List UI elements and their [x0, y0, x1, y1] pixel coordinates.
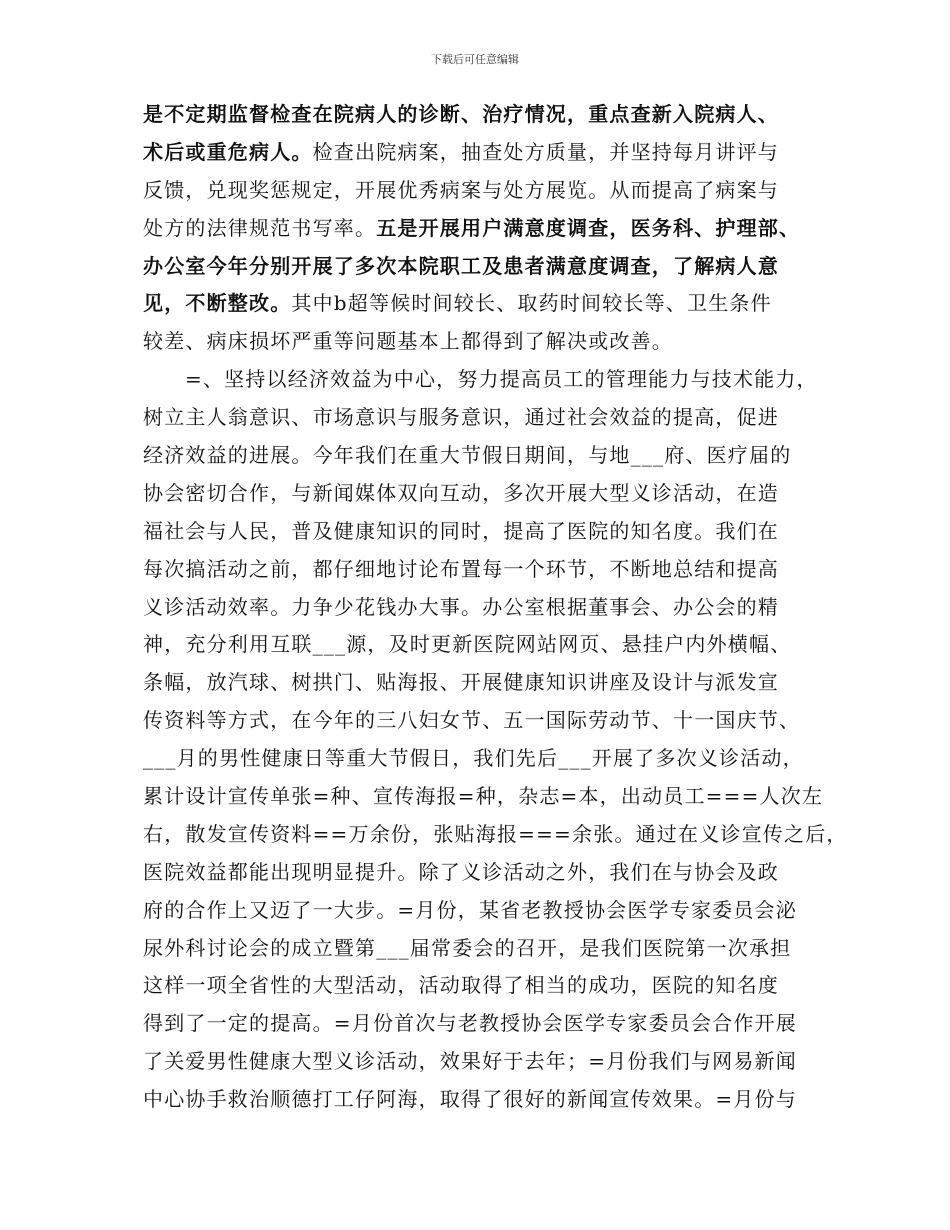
text-line [143, 892, 823, 930]
text-line [143, 1043, 823, 1081]
text-line [143, 399, 823, 437]
text-run: 处方的法律规范书写率。 [143, 215, 377, 240]
text-run: 尿外科讨论会的成立暨第___届常委会的召开，是我们医院第一次承担 [143, 935, 792, 960]
text-line [143, 626, 823, 664]
text-run: 中心协手救治顺德打工仔阿海，取得了很好的新闻宣传效果。=月份与 [143, 1087, 797, 1112]
text-run: 右，散发宣传资料==万余份，张贴海报===余张。通过在义诊宣传之后， [143, 821, 848, 846]
text-run: 树立主人翁意识、市场意识与服务意识，通过社会效益的提高，促进 [143, 405, 779, 430]
text-run: 经济效益的进展。今年我们在重大节假日期间，与地___府、医疗届的 [143, 443, 792, 468]
text-line [143, 172, 823, 210]
text-run: 检查出院病案，抽查处方质量，并坚持每月讲评与 [312, 139, 780, 164]
paragraph-start-line [143, 361, 823, 399]
text-run: 传资料等方式，在今年的三八妇女节、五一国际劳动节、十一国庆节、 [143, 708, 801, 733]
text-line [143, 248, 823, 286]
text-run: 义诊活动效率。力争少花钱办大事。办公室根据董事会、办公会的精 [143, 594, 779, 619]
text-line [143, 589, 823, 627]
text-run: 条幅，放汽球、树拱门、贴海报、开展健康知识讲座及设计与派发宣 [143, 670, 779, 695]
text-line [143, 437, 823, 475]
text-line [143, 930, 823, 968]
text-line [143, 967, 823, 1005]
bold-text-run: 术后或重危病人。 [143, 139, 313, 164]
text-run: 反馈，兑现奖惩规定，开展优秀病案与处方展览。从而提高了病案与 [143, 177, 779, 202]
bold-text-run: 是不定期监督检查在院病人的诊断、治疗情况，重点查新入院病人、 [143, 102, 779, 126]
text-run: 其中b超等候时间较长、取药时间较长等、卫生条件 [291, 291, 772, 316]
text-run: 每次搞活动之前，都仔细地讨论布置每一个环节，不断地总结和提高 [143, 556, 779, 581]
text-line [143, 854, 823, 892]
text-run: ___月的男性健康日等重大节假日，我们先后___开展了多次义诊活动， [143, 746, 804, 771]
text-run: 神，充分利用互联___源，及时更新医院网站网页、悬挂户内外横幅、 [143, 632, 792, 657]
bold-text-run: 办公室今年分别开展了多次本院职工及患者满意度调查，了解病人意 [143, 253, 779, 278]
text-run: 府的合作上又迈了一大步。=月份，某省老教授协会医学专家委员会泌 [143, 897, 797, 922]
bold-text-run: 见，不断整改。 [143, 291, 292, 316]
text-run: =、坚持以经济效益为中心，努力提高员工的管理能力与技术能力， [185, 367, 818, 392]
text-line [143, 664, 823, 702]
text-line [143, 816, 848, 854]
page-header: 下载后可任意编辑 [431, 53, 519, 66]
bold-text-run: 五是开展用户满意度调查，医务科、护理部、 [376, 215, 801, 240]
text-run: 较差、病床损坏严重等问题基本上都得到了解决或改善。 [143, 329, 673, 354]
text-run: 医院效益都能出现明显提升。除了义诊活动之外，我们在与协会及政 [143, 859, 779, 884]
text-run: 协会密切合作，与新闻媒体双向互动，多次开展大型义诊活动，在造 [143, 480, 779, 505]
text-line [143, 740, 823, 778]
text-line [143, 96, 823, 134]
text-line [143, 475, 823, 513]
text-line [143, 1005, 823, 1043]
text-line [143, 323, 823, 361]
text-line [143, 778, 823, 816]
text-run: 福社会与人民，普及健康知识的同时，提高了医院的知名度。我们在 [143, 518, 779, 543]
text-run: 得到了一定的提高。=月份首次与老教授协会医学专家委员会合作开展 [143, 1011, 797, 1036]
text-line [143, 134, 823, 172]
text-line [143, 210, 823, 248]
text-line [143, 513, 823, 551]
text-line [143, 1081, 823, 1119]
text-line [143, 551, 823, 589]
text-run: 这样一项全省性的大型活动，活动取得了相当的成功，医院的知名度 [143, 973, 779, 998]
document-body [143, 96, 848, 1119]
text-line [143, 702, 823, 740]
text-line [143, 285, 823, 323]
text-run: 累计设计宣传单张=种、宣传海报=种，杂志=本，出动员工===人次左 [143, 784, 824, 809]
text-run: 了关爱男性健康大型义诊活动，效果好于去年；=月份我们与网易新闻 [143, 1049, 797, 1074]
